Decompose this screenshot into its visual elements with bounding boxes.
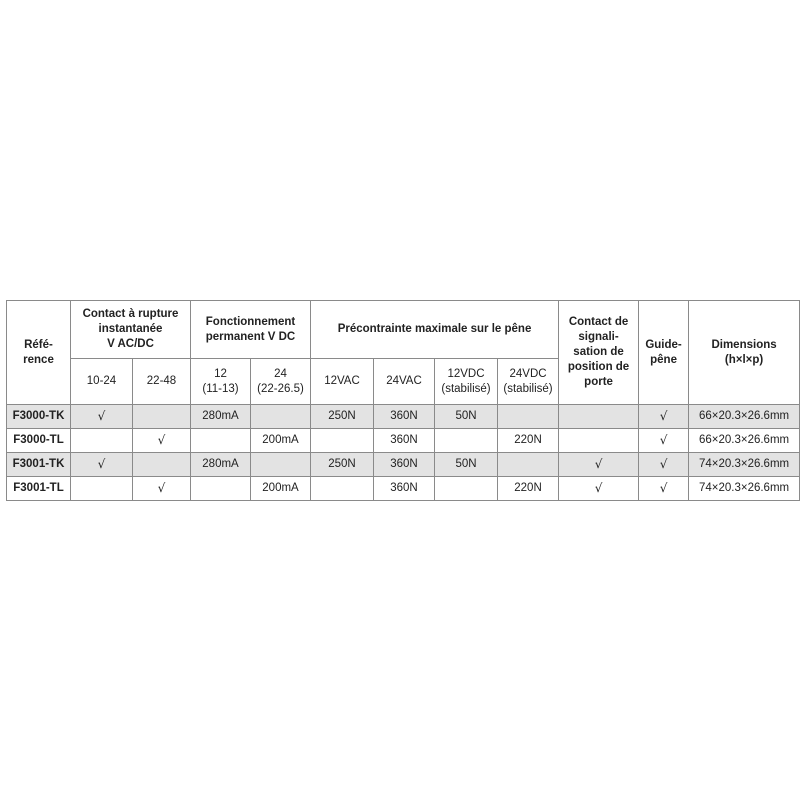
cell-fonct-12: 280mA [191, 405, 251, 429]
cell-12vac [311, 429, 374, 453]
cell-contact-22-48 [133, 453, 191, 477]
cell-fonct-24: 200mA [251, 477, 311, 501]
table-row [7, 453, 800, 477]
cell-12vac: 250N [311, 405, 374, 429]
cell-contact-10-24: √ [71, 405, 133, 429]
cell-guide-pene: √ [639, 429, 689, 453]
cell-24vac: 360N [374, 429, 435, 453]
cell-24vdc [498, 453, 559, 477]
header-dimensions: Dimensions (h×l×p) [689, 301, 800, 405]
row-reference: F3001-TL [7, 477, 71, 501]
cell-contact-22-48 [133, 405, 191, 429]
cell-24vdc [498, 405, 559, 429]
cell-contact-signal [559, 429, 639, 453]
table-row [7, 405, 800, 429]
cell-24vac: 360N [374, 405, 435, 429]
cell-dimensions: 66×20.3×26.6mm [689, 405, 800, 429]
cell-fonct-24 [251, 453, 311, 477]
cell-12vac: 250N [311, 453, 374, 477]
cell-fonct-24 [251, 405, 311, 429]
cell-contact-22-48: √ [133, 429, 191, 453]
cell-guide-pene: √ [639, 453, 689, 477]
table-row [7, 477, 800, 501]
cell-contact-10-24: √ [71, 453, 133, 477]
row-reference: F3000-TL [7, 429, 71, 453]
cell-dimensions: 74×20.3×26.6mm [689, 453, 800, 477]
header-precontrainte: Précontrainte maximale sur le pêne [311, 301, 559, 359]
subheader-10-24: 10-24 [71, 359, 133, 405]
cell-12vdc [435, 429, 498, 453]
subheader-24vdc: 24VDC (stabilisé) [498, 359, 559, 405]
row-reference: F3001-TK [7, 453, 71, 477]
cell-dimensions: 66×20.3×26.6mm [689, 429, 800, 453]
cell-fonct-12 [191, 477, 251, 501]
header-guide-pene: Guide- pêne [639, 301, 689, 405]
subheader-24v: 24 (22-26.5) [251, 359, 311, 405]
cell-guide-pene: √ [639, 477, 689, 501]
subheader-12v: 12 (11-13) [191, 359, 251, 405]
cell-contact-10-24 [71, 429, 133, 453]
cell-contact-22-48: √ [133, 477, 191, 501]
header-row [7, 301, 800, 359]
cell-12vdc [435, 477, 498, 501]
cell-fonct-12 [191, 429, 251, 453]
spec-table [6, 300, 800, 501]
header-contact-signal: Contact de signali- sation de position de porte [559, 301, 639, 405]
row-reference: F3000-TK [7, 405, 71, 429]
header-fonctionnement: Fonctionnement permanent V DC [191, 301, 311, 359]
cell-fonct-24: 200mA [251, 429, 311, 453]
subheader-12vac: 12VAC [311, 359, 374, 405]
subheader-12vdc: 12VDC (stabilisé) [435, 359, 498, 405]
subheader-24vac: 24VAC [374, 359, 435, 405]
cell-12vac [311, 477, 374, 501]
table-row [7, 429, 800, 453]
subheader-22-48: 22-48 [133, 359, 191, 405]
cell-guide-pene: √ [639, 405, 689, 429]
cell-24vdc: 220N [498, 429, 559, 453]
cell-contact-signal: √ [559, 477, 639, 501]
cell-24vdc: 220N [498, 477, 559, 501]
cell-contact-10-24 [71, 477, 133, 501]
header-contact-rupture: Contact à rupture instantanée V AC/DC [71, 301, 191, 359]
cell-dimensions: 74×20.3×26.6mm [689, 477, 800, 501]
cell-24vac: 360N [374, 477, 435, 501]
cell-12vdc: 50N [435, 453, 498, 477]
cell-contact-signal: √ [559, 453, 639, 477]
cell-12vdc: 50N [435, 405, 498, 429]
header-reference: Réfé- rence [7, 301, 71, 405]
cell-24vac: 360N [374, 453, 435, 477]
cell-fonct-12: 280mA [191, 453, 251, 477]
cell-contact-signal [559, 405, 639, 429]
